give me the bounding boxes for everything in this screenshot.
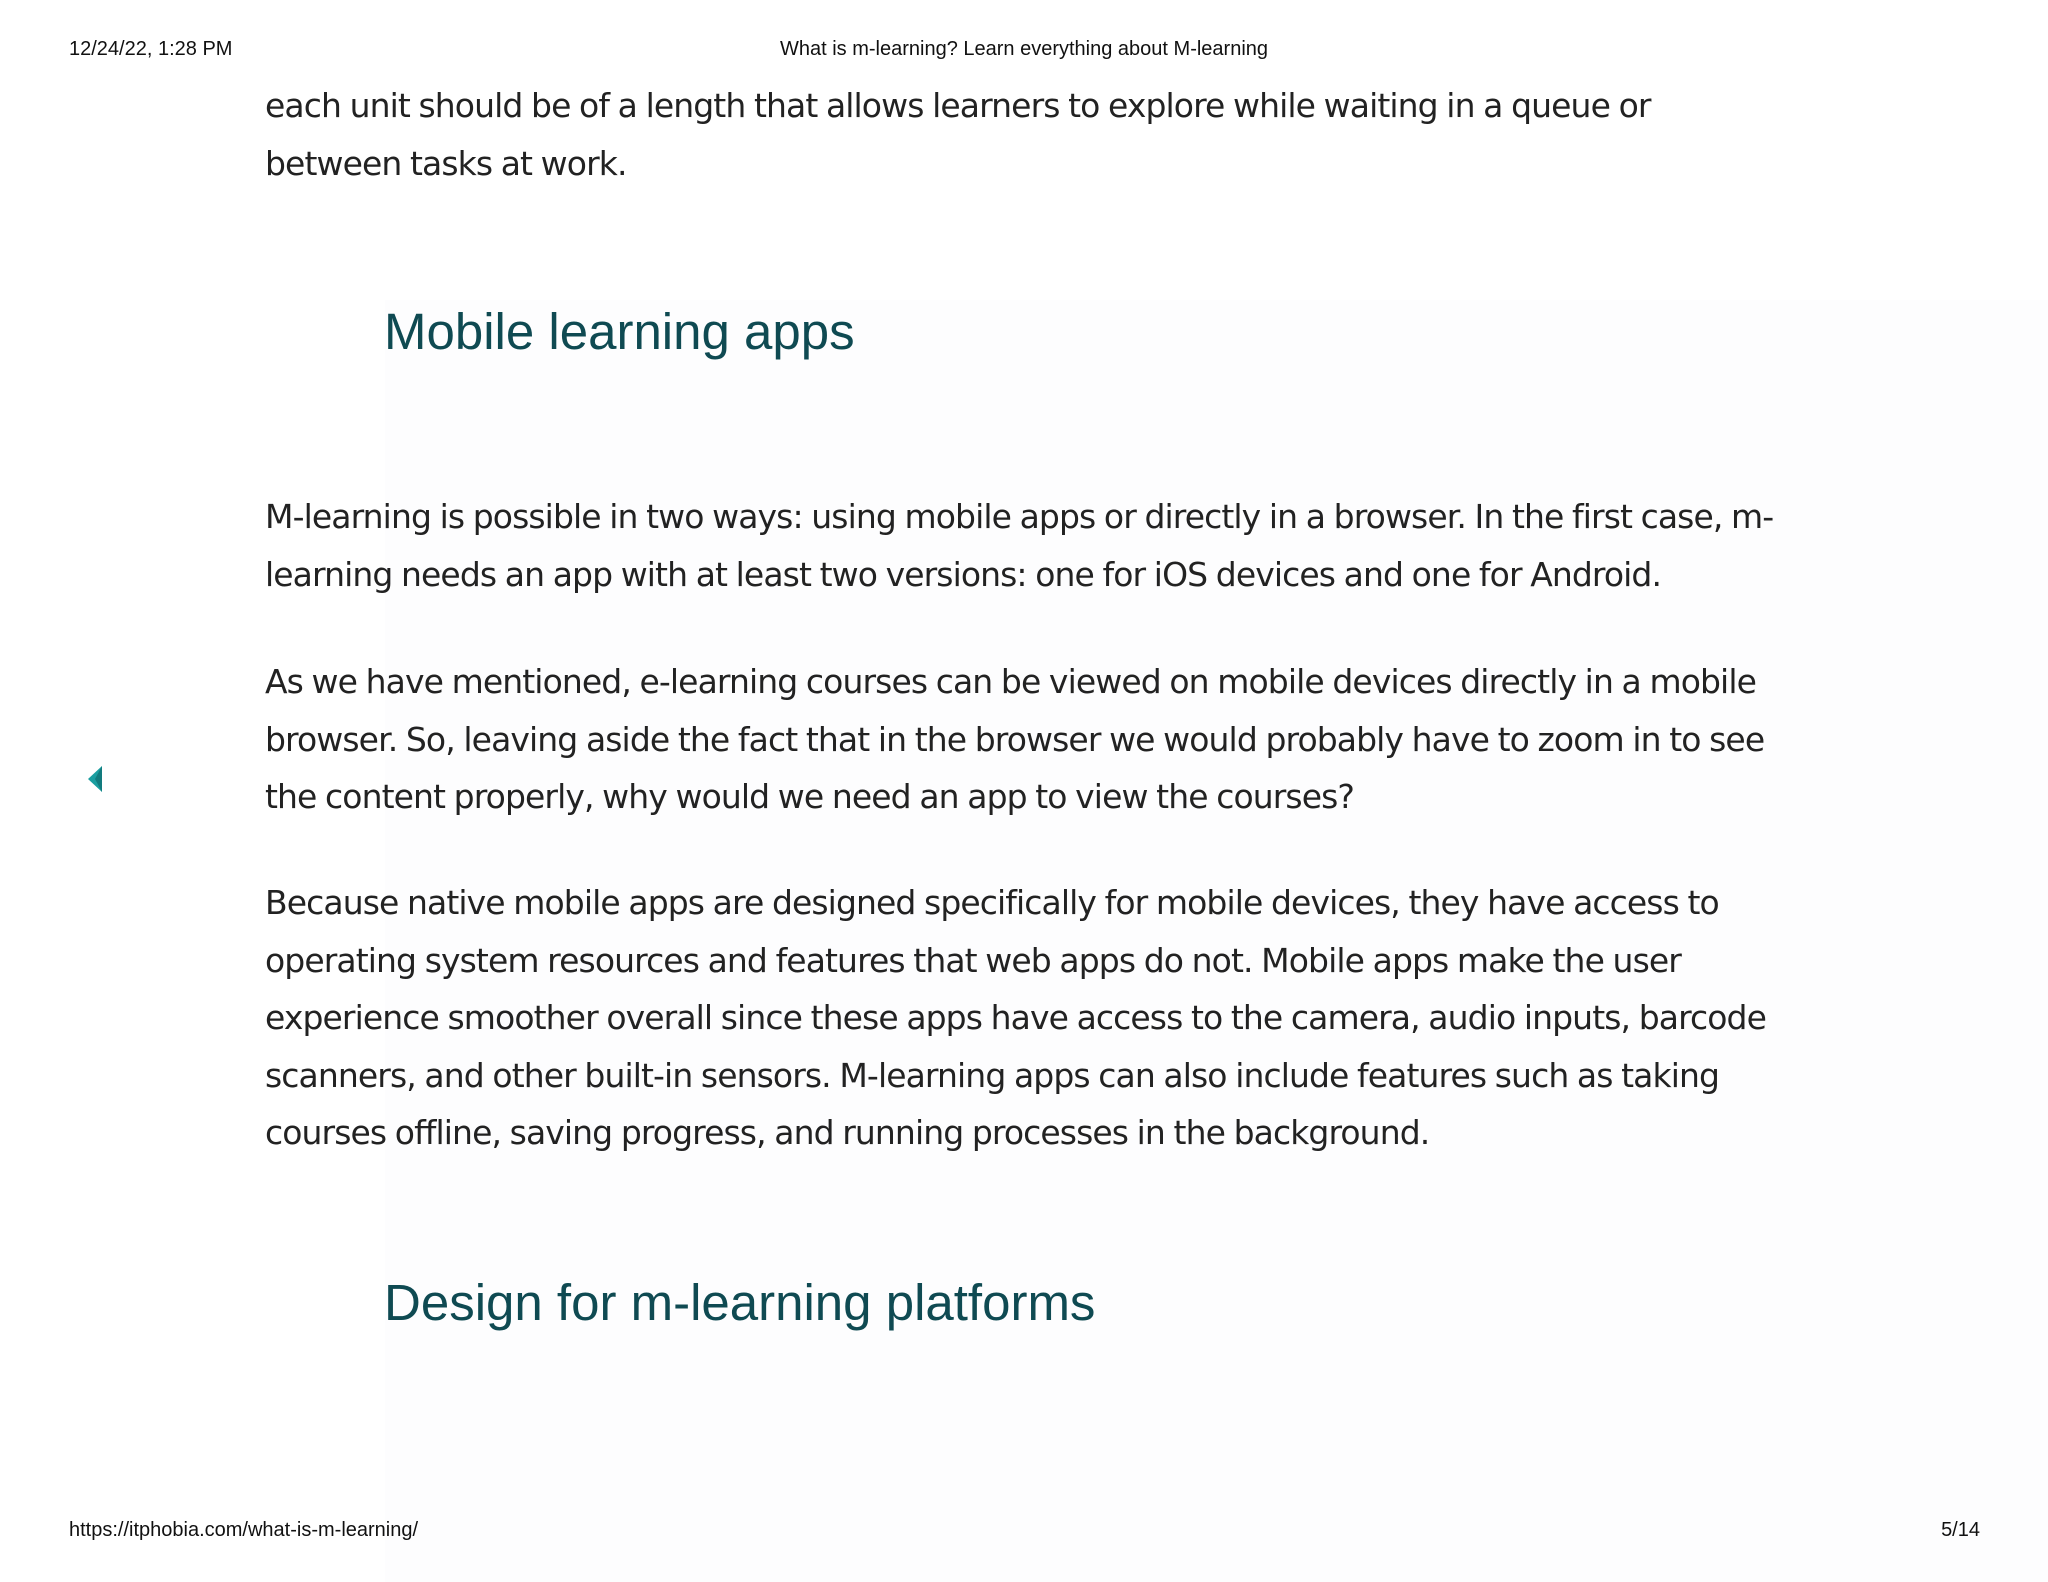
caret-left-icon[interactable]: [85, 764, 105, 794]
paragraph-two-ways: M-learning is possible in two ways: using mobile apps or directly in a browser. In the first case, m-learning needs an app with at least two versions: one for iOS devices and one for Android.: [265, 497, 1774, 594]
print-header-datetime: 12/24/22, 1:28 PM: [69, 38, 233, 60]
print-footer-page-number: 5/14: [1941, 1519, 1980, 1541]
heading-mobile-learning-apps: Mobile learning apps: [384, 303, 855, 360]
paragraph-browser-courses: As we have mentioned, e-learning courses can be viewed on mobile devices directly in a mobile browser. So, leaving aside the fact that in the browser we would probably have to zoom in to see the content properly, why would we need an app to view the courses?: [265, 662, 1765, 816]
paragraph-native-apps: Because native mobile apps are designed specifically for mobile devices, they have access to operating system resources and features that web apps do not. Mobile apps make the user experience smoother overall since these apps have access to the camera, audio inputs, barcode scanners, and other built-in sensors. M-learning apps can also include features such as taking courses offline, saving progress, and running processes in the background.: [265, 883, 1766, 1152]
heading-design-m-learning: Design for m-learning platforms: [384, 1274, 1096, 1331]
print-footer-url: https://itphobia.com/what-is-m-learning/: [69, 1519, 419, 1541]
print-header-title: What is m-learning? Learn everything about M-learning: [779, 38, 1269, 60]
intro-paragraph: each unit should be of a length that allows learners to explore while waiting in a queue or between tasks at work.: [265, 86, 1651, 183]
